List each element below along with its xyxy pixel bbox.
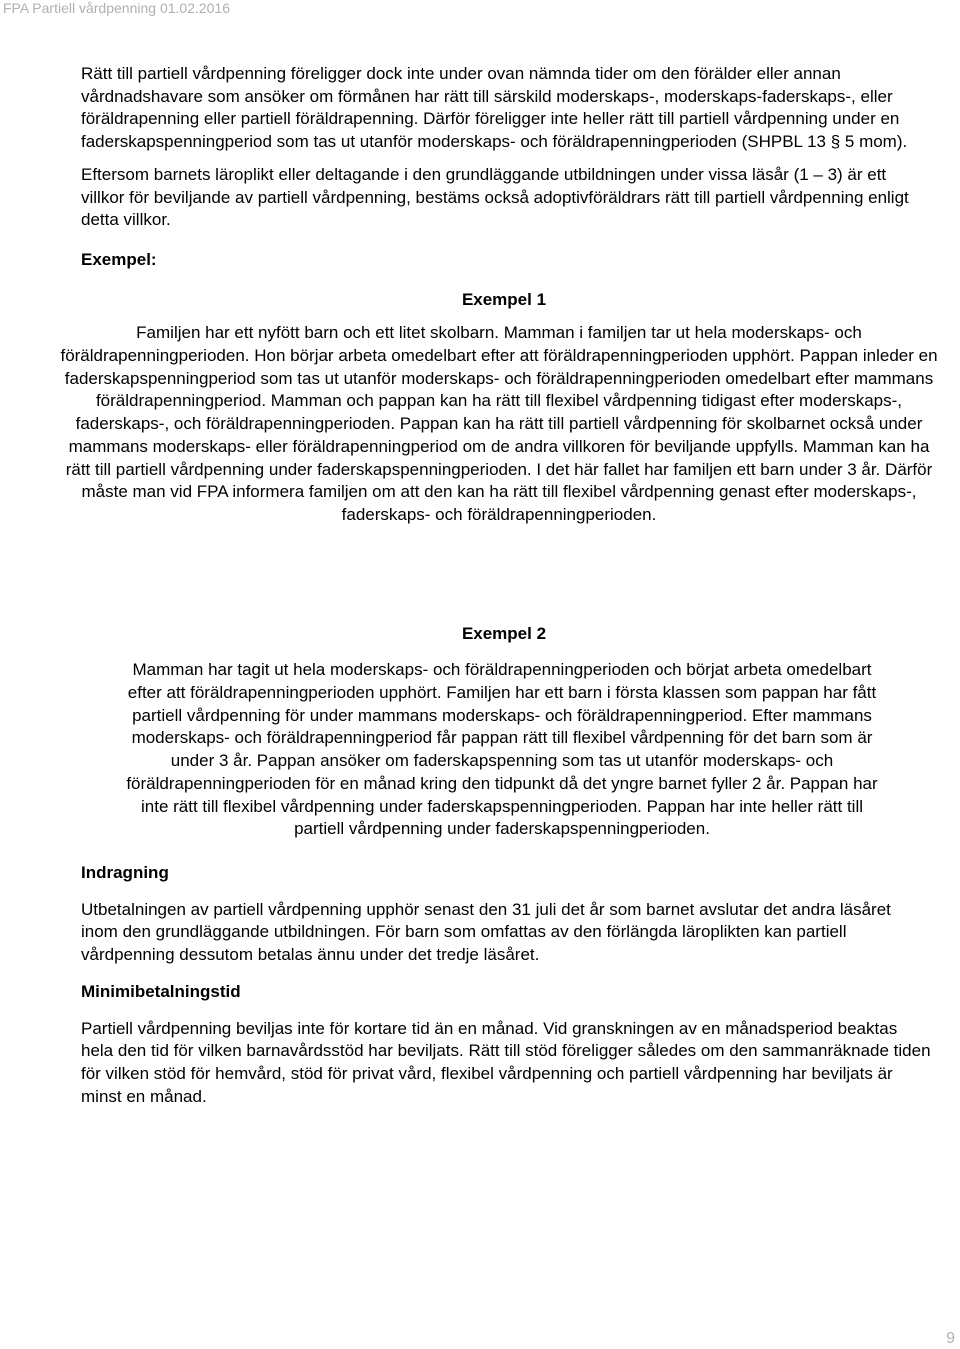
minimibetalningstid-section	[81, 981, 941, 1109]
page-number: 9	[946, 1330, 955, 1347]
document-body	[60, 63, 941, 1108]
paragraph-adoptive-parents: Eftersom barnets läroplikt eller deltagande i den grundläggande utbildningen under vissa läsår (1 – 3) är ett villkor för beviljande av partiell vårdpenning, bestäms också adoptivföräldrars rätt till partiell vårdpenning enligt detta villkor.	[81, 164, 909, 230]
examples-heading: Exempel:	[81, 249, 157, 269]
paragraph-partiell-vardpenning-exceptions: Rätt till partiell vårdpenning föreligger dock inte under ovan nämnda tider om den förälder eller annan vårdnadshavare som ansöker om förmånen har rätt till särskild moderskaps-, moderskaps-faderskaps-, eller föräldrapenning eller partiell föräldrapenning. Därför föreligger inte heller rätt till partiell vårdpenning under en faderskapspenningperiod som tas ut utanför moderskaps- och föräldrapenningperioden (SHPBL 13 § 5 mom).	[81, 64, 908, 152]
example-2-body: Mamman har tagit ut hela moderskaps- och föräldrapenningperioden och börjat arbeta omedelbart efter att föräldrapenningperioden upphört. Familjen har ett barn i första klassen som pappan har fått partiell vårdpenning för under mammans moderskaps- och föräldrapenningperiod. Efter mammans moderskaps- och föräldrapenningperiod får pappan rätt till flexibel vårdpenning för det barn som är under 3 år. Pappan ansöker om faderskapspenning som tas ut utanför moderskaps- och föräldrapenningperioden för en månad kring den tidpunkt då det yngre barnet fyller 2 år. Pappan har inte rätt till flexibel vårdpenning under faderskapspenningperioden. Pappan har inte heller rätt till partiell vårdpenning under faderskapspenningperioden.	[126, 660, 878, 839]
minimibetalningstid-body: Partiell vårdpenning beviljas inte för kortare tid än en månad. Vid granskningen av en månadsperiod beaktas hela den tid för vilken barnavårdsstöd har beviljats. Rätt till stöd föreligger således om den sammanräknade tiden för vilken stöd för hemvård, stöd för privat vård, flexibel vårdpenning och partiell vårdpenning har beviljats är minst en månad.	[81, 1018, 931, 1106]
minimibetalningstid-heading: Minimibetalningstid	[81, 981, 241, 1001]
example-2-block	[81, 623, 941, 841]
running-header: FPA Partiell vårdpenning 01.02.2016	[3, 0, 231, 16]
example-1-body: Familjen har ett nyfött barn och ett litet skolbarn. Mamman i familjen tar ut hela moderskaps- och föräldrapenningperioden. Hon börjar arbeta omedelbart efter att föräldrapenningperioden upphört. Pappan inleder en faderskapspenningperiod som tas ut utanför moderskaps- och föräldrapenningperioden omedelbart efter mammans föräldrapenningperiod. Mamman och pappan kan ha rätt till flexibel vårdpenning tidigast efter moderskaps-, faderskaps-, och föräldrapenningperioden. Pappan kan ha rätt till partiell vårdpenning för skolbarnet också under mammans moderskaps- eller föräldrapenningperiod om de andra villkoren för beviljande uppfylls. Mamman kan ha rätt till partiell vårdpenning under faderskapspenningperioden. I det här fallet har familjen ett barn under 3 år. Därför måste man vid FPA informera familjen om att den kan ha rätt till flexibel vårdpenning genast efter moderskaps-, faderskaps- och föräldrapenningperioden.	[60, 323, 938, 524]
example-2-title: Exempel 2	[461, 623, 547, 643]
example-1-title: Exempel 1	[461, 289, 547, 309]
example-1-block	[60, 289, 941, 527]
indragning-section	[81, 862, 941, 967]
indragning-body: Utbetalningen av partiell vårdpenning upphör senast den 31 juli det år som barnet avslutar det andra läsåret inom den grundläggande utbildningen. För barn som omfattas av den förlängda läroplikten kan partiell vårdpenning dessutom betalas ännu under det tredje läsåret.	[81, 899, 891, 965]
indragning-heading: Indragning	[81, 862, 169, 882]
